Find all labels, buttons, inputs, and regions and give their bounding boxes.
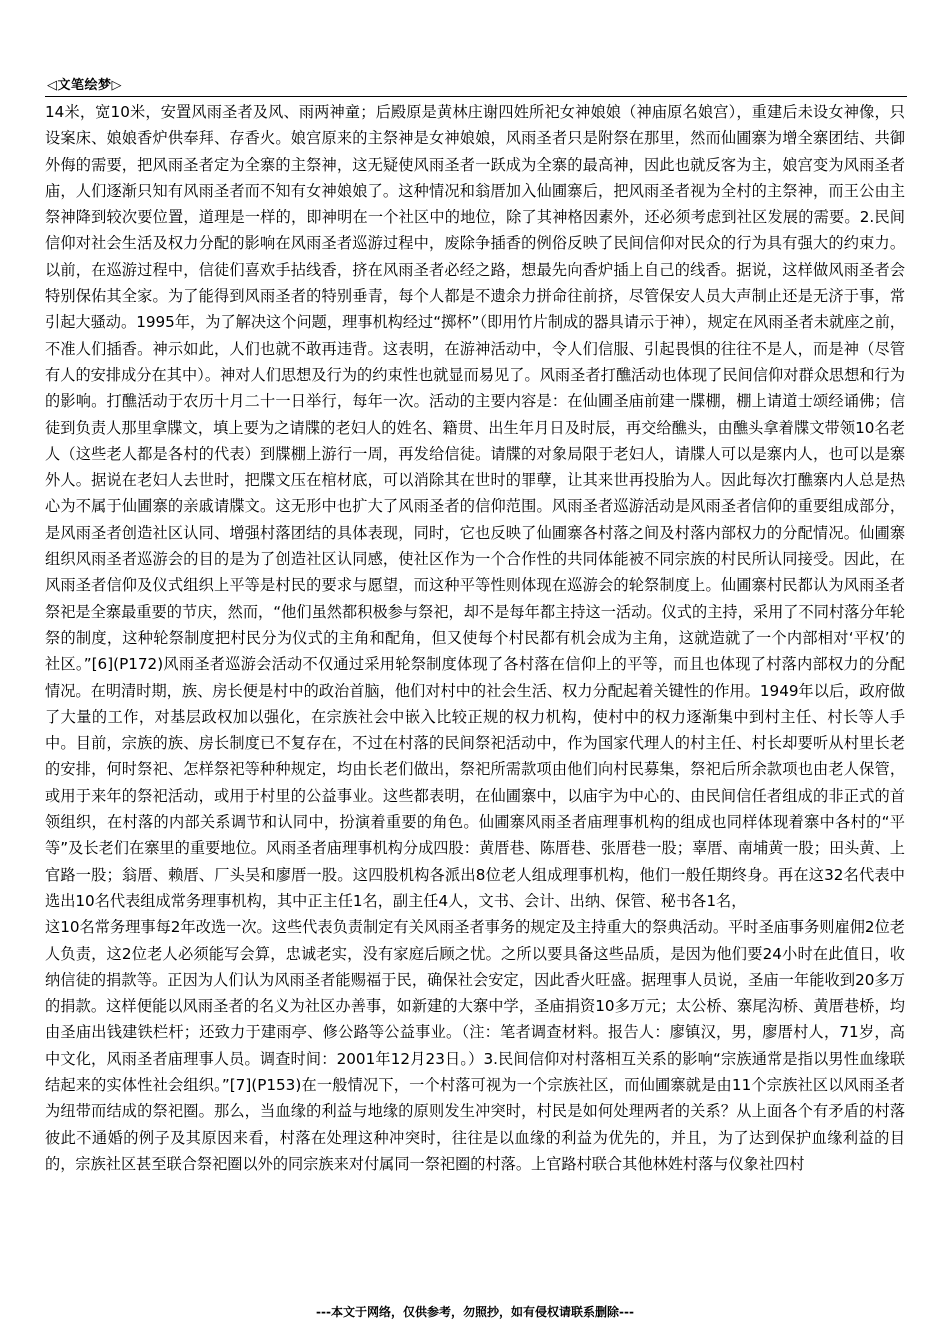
document-footer: ---本文于网络，仅供参考，勿照抄，如有侵权请联系删除---: [316, 1305, 634, 1319]
header-divider: [45, 96, 907, 97]
document-header: ◁文笔绘梦▷: [47, 78, 122, 93]
body-paragraph: 这10名常务理事每2年改选一次。这些代表负责制定有关风雨圣者事务的规定及主持重大的祭典活动。平时圣庙事务则雇佣2位老人负责，这2位老人必须能写会算，忠诚老实，没有家庭后顾之忧。之所以要具备这些品质，是因为他们要24小时在此值日，收纳信徒的捐款等。正因为人们认为风雨圣者能赐福于民，确保社会安定，因此香火旺盛。据理事人员说，圣庙一年能收到20多万的捐款。这样便能以风雨圣者的名义为社区办善事，如新建的大寨中学，圣庙捐资10多万元；太公桥、寨尾沟桥、黄厝巷桥，均由圣庙出钱建铁栏杆；还致力于建雨亭、修公路等公益事业。（注：笔者调查材料。报告人：廖镇汉，男，廖厝村人，71岁，高中文化，风雨圣者庙理事人员。调查时间：2001年12月23日。）3.民间信仰对村落相互关系的影响“宗族通常是指以男性血缘联结起来的实体性社会组织。”[7](P153)在一般情况下，一个村落可视为一个宗族社区，而仙圃寨就是由11个宗族社区以风雨圣者为纽带而结成的祭祀圈。那么，当血缘的利益与地缘的原则发生冲突时，村民是如何处理两者的关系？从上面各个有矛盾的村落彼此不通婚的例子及其原因来看，村落在处理这种冲突时，往往是以血缘的利益为优先的，并且，为了达到保护血缘利益的目的，宗族社区甚至联合祭祀圈以外的同宗族来对付属同一祭祀圈的村落。上官路村联合其他林姓村落与仪象社四村: [45, 918, 905, 1173]
body-paragraph: 14米，宽10米，安置风雨圣者及风、雨两神童；后殿原是黄林庄谢四姓所祀女神娘娘（神庙原名娘宫），重建后未设女神像，只设案床、娘娘香炉供奉拜、存香火。娘宫原来的主祭神是女神娘娘，风雨圣者只是附祭在那里，然而仙圃寨为增全寨团结、共御外侮的需要，把风雨圣者定为全寨的主祭神，这无疑使风雨圣者一跃成为全寨的最高神，因此也就反客为主，娘宫变为风雨圣者庙，人们逐渐只知有风雨圣者而不知有女神娘娘了。这种情况和翁厝加入仙圃寨后，把风雨圣者视为全村的主祭神，而王公由主祭神降到较次要位置，道理是一样的，即神明在一个社区中的地位，除了其神格因素外，还必须考虑到社区发展的需要。2.民间信仰对社会生活及权力分配的影响在风雨圣者巡游过程中，废除争插香的例俗反映了民间信仰对民众的行为具有强大的约束力。以前，在巡游过程中，信徒们喜欢手拈线香，挤在风雨圣者必经之路，想最先向香炉插上自己的线香。据说，这样做风雨圣者会特别保佑其全家。为了能得到风雨圣者的特别垂青，每个人都是不遗余力拼命往前挤，尽管保安人员大声制止还是无济于事，常引起大骚动。1995年，为了解决这个问题，理事机构经过“掷杯”（即用竹片制成的器具请示于神），规定在风雨圣者未就座之前，不准人们插香。神示如此，人们也就不敢再违背。这表明，在游神活动中，令人们信服、引起畏惧的往往不是人，而是神（尽管有人的安排成分在其中）。神对人们思想及行为的约束性也就显而易见了。风雨圣者打醮活动也体现了民间信仰对群众思想和行为的影响。打醮活动于农历十月二十一日举行，每年一次。活动的主要内容是：在仙圃圣庙前建一牒棚，棚上请道士颂经诵佛；信徒到负责人那里拿牒文，填上要为之请牒的老妇人的姓名、籍贯、出生年月日及时辰，再交给醮头，由醮头拿着牒文带领10名老人（这些老人都是各村的代表）到牒棚上游行一周，再发给信徒。请牒的对象局限于老妇人，请牒人可以是寨内人，也可以是寨外人。据说在老妇人去世时，把牒文压在棺材底，可以消除其在世时的罪孽，让其来世再投胎为人。因此每次打醮寨内人总是热心为不属于仙圃寨的亲戚请牒文。这无形中也扩大了风雨圣者的信仰范围。风雨圣者巡游活动是风雨圣者信仰的重要组成部分，是风雨圣者创造社区认同、增强村落团结的具体表现，同时，它也反映了仙圃寨各村落之间及村落内部权力的分配情况。仙圃寨组织风雨圣者巡游会的目的是为了创造社区认同感，使社区作为一个合作性的共同体能被不同宗族的村民所认同接受。因此，在风雨圣者信仰及仪式组织上平等是村民的要求与愿望，而这种平等性则体现在巡游会的轮祭制度上。仙圃寨村民都认为风雨圣者祭祀是全寨最重要的节庆，然而，“他们虽然都积极参与祭祀，却不是每年都主持这一活动。仪式的主持，采用了不同村落分年轮祭的制度，这种轮祭制度把村民分为仪式的主角和配角，但又使每个村民都有机会成为主角，这就造就了一个内部相对‘平权’的社区。”[6](P172)风雨圣者巡游会活动不仅通过采用轮祭制度体现了各村落在信仰上的平等，而且也体现了村落内部权力的分配情况。在明清时期，族、房长便是村中的政治首脑，他们对村中的社会生活、权力分配起着关键性的作用。1949年以后，政府做了大量的工作，对基层政权加以强化，在宗族社会中嵌入比较正规的权力机构，使村中的权力逐渐集中到村主任、村长等人手中。目前，宗族的族、房长制度已不复存在，不过在村落的民间祭祀活动中，作为国家代理人的村主任、村长却要听从村里长老的安排，何时祭祀、怎样祭祀等种种规定，均由长老们做出，祭祀所需款项由他们向村民募集，祭祀后所余款项也由老人保管，或用于来年的祭祀活动，或用于村里的公益事业。这些都表明，在仙圃寨中，以庙宇为中心的、由民间信任者组成的非正式的首领组织，在村落的内部关系调节和认同中，扮演着重要的角色。仙圃寨风雨圣者庙理事机构的组成也同样体现着寨中各村的“平等”及长老们在寨里的重要地位。风雨圣者庙理事机构分成四股：黄厝巷、陈厝巷、张厝巷一股；辜厝、南埔黄一股；田头黄、上官路一股；翁厝、赖厝、厂头吴和廖厝一股。这四股机构各派出8位老人组成理事机构，他们一般任期终身。再在这32名代表中选出10名代表组成常务理事机构，其中正主任1名，副主任4人，文书、会计、出纳、保管、秘书各1名，: [45, 103, 905, 910]
document-body: [45, 99, 905, 1177]
